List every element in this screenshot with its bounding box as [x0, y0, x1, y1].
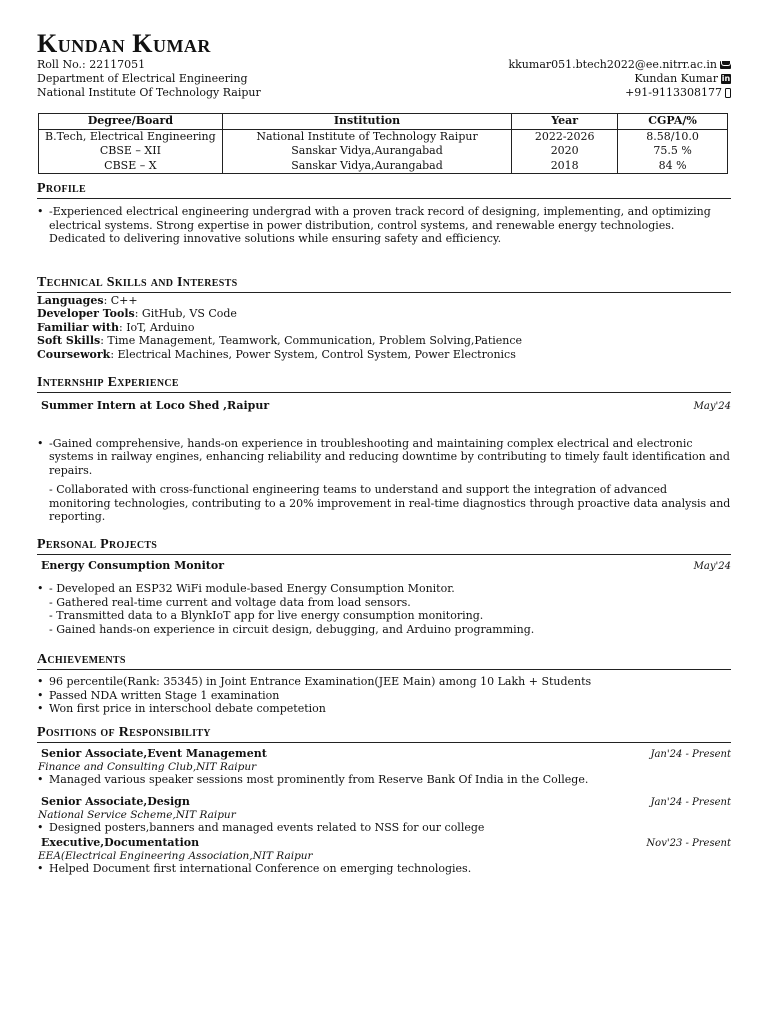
phone-icon [725, 88, 731, 98]
project-name: Energy Consumption Monitor [41, 558, 225, 572]
table-row [39, 159, 728, 174]
candidate-name: Kundan Kumar [37, 29, 211, 58]
table-cell: National Institute of Technology Raipur [222, 129, 512, 144]
skill-label: Soft Skills [37, 334, 101, 347]
internship-section [37, 375, 731, 524]
table-row [39, 129, 728, 144]
phone-number[interactable]: +91-9113308177 [625, 86, 722, 99]
header-info [37, 58, 731, 100]
linkedin-link[interactable]: Kundan Kumar [634, 72, 718, 85]
skill-value: : Electrical Machines, Power System, Control System, Power Electronics [110, 347, 516, 361]
email-link[interactable]: kkumar051.btech2022@ee.nitrr.ac.in [508, 58, 717, 71]
position-org: Finance and Consulting Club,NIT Raipur [38, 761, 257, 773]
skill-label: Coursework [37, 347, 111, 361]
table-cell: 75.5 % [618, 144, 728, 159]
header-left [37, 58, 261, 100]
section-title: Positions of Responsibility [37, 725, 731, 743]
position-header [37, 747, 731, 762]
table-cell: 8.58/10.0 [618, 129, 728, 144]
position-org: EEA(Electrical Engineering Association,NIT Raipur [38, 850, 313, 862]
project-list [37, 582, 731, 596]
skill-line [37, 334, 731, 348]
position-date: Nov'23 - Present [646, 837, 731, 849]
list-item: • -Experienced electrical engineering undergrad with a proven track record of designing, implementing, and optimizing electrical systems. Strong expertise in power distribution, control systems, and renewable energy technologies. Dedicated to delivering innovative solutions while ensuring safety and efficiency. [37, 205, 731, 246]
skill-label: Languages [37, 293, 104, 307]
skills-section [37, 275, 731, 362]
project-line: - Transmitted data to a BlynkIoT app for live energy consumption monitoring. [49, 609, 484, 622]
table-cell: 2022-2026 [512, 129, 618, 144]
linkedin-contact[interactable] [508, 72, 731, 86]
internship-role: Summer Intern at Loco Shed ,Raipur [41, 399, 270, 412]
table-cell: 2020 [512, 144, 618, 159]
table-cell: 2018 [512, 159, 618, 174]
section-title: Profile [37, 181, 731, 199]
institute: National Institute Of Technology Raipur [37, 86, 261, 99]
list-item: • -Gained comprehensive, hands-on experience in troubleshooting and maintaining complex electrical and electronic systems in railway engines, enhancing reliability and reducing downtime by contributing to timely fault identification and repairs. [37, 437, 731, 478]
department: Department of Electrical Engineering [37, 72, 248, 85]
internship-date: May'24 [693, 401, 731, 412]
table-cell: B.Tech, Electrical Engineering [39, 129, 223, 144]
achievements-section [37, 652, 731, 716]
contact-info [508, 58, 731, 100]
skill-value: : GitHub, VS Code [134, 307, 237, 320]
position-list [37, 821, 731, 835]
internship-subpoint: - Collaborated with cross-functional engineering teams to understand and support the integration of advanced monitoring technologies, contributing to a 20% improvement in real-time diagnostics through proactive data analysis and reporting. [49, 483, 731, 523]
position-org: National Service Scheme,NIT Raipur [38, 809, 236, 821]
col-header: Year [512, 114, 618, 130]
position-list [37, 862, 731, 876]
skill-value: : IoT, Arduino [119, 320, 195, 334]
position-entry [37, 795, 731, 835]
skill-line [37, 321, 731, 335]
list-item: • Passed NDA written Stage 1 examination [37, 689, 731, 703]
position-header [37, 836, 731, 851]
education-header-row [39, 114, 728, 130]
roll-number: Roll No.: 22117051 [37, 58, 146, 71]
profile-list [37, 205, 731, 246]
envelope-icon [720, 61, 731, 69]
col-header: Institution [222, 114, 512, 130]
internship-header [37, 399, 731, 414]
list-item: • Managed various speaker sessions most prominently from Reserve Bank Of India in the College. [37, 773, 731, 787]
col-header: Degree/Board [39, 114, 223, 130]
achievements-list [37, 675, 731, 716]
project-header [37, 559, 731, 574]
section-title: Internship Experience [37, 375, 731, 393]
table-cell: Sanskar Vidya,Aurangabad [222, 144, 512, 159]
position-entry [37, 747, 731, 787]
table-row [39, 144, 728, 159]
position-role: Senior Associate,Design [41, 794, 190, 808]
skills-list [37, 294, 731, 362]
project-line: - Gathered real-time current and voltage data from load sensors. [49, 595, 411, 609]
list-item: • Won first price in interschool debate competetion [37, 702, 731, 716]
skill-label: Familiar with [37, 320, 119, 334]
projects-section [37, 537, 731, 637]
list-item: • 96 percentile(Rank: 35345) in Joint Entrance Examination(JEE Main) among 10 Lakh + Students [37, 675, 731, 689]
list-item: • Helped Document first international Conference on emerging technologies. [37, 862, 731, 876]
position-date: Jan'24 - Present [650, 796, 731, 808]
list-item: • Designed posters,banners and managed events related to NSS for our college [37, 821, 731, 835]
skill-value: : C++ [103, 293, 138, 307]
section-title: Technical Skills and Interests [37, 275, 731, 293]
linkedin-icon: in [721, 74, 731, 83]
positions-section [37, 725, 731, 876]
position-role: Executive,Documentation [41, 835, 200, 849]
education-table [38, 113, 728, 174]
list-item: • - Developed an ESP32 WiFi module-based Energy Consumption Monitor. [37, 582, 731, 596]
col-header: CGPA/% [618, 114, 728, 130]
section-title: Personal Projects [37, 537, 731, 555]
position-list [37, 773, 731, 787]
position-header [37, 795, 731, 810]
table-cell: 84 % [618, 159, 728, 174]
skill-line [37, 294, 731, 308]
email-contact[interactable] [508, 58, 731, 72]
skill-line [37, 307, 731, 321]
section-title: Achievements [37, 652, 731, 670]
table-cell: Sanskar Vidya,Aurangabad [222, 159, 512, 174]
skill-label: Developer Tools [37, 307, 135, 320]
project-date: May'24 [693, 560, 731, 572]
skill-line [37, 348, 731, 362]
resume-page [37, 30, 731, 876]
phone-contact[interactable] [508, 86, 731, 100]
profile-section [37, 181, 731, 246]
position-date: Jan'24 - Present [650, 748, 731, 760]
table-cell: CBSE – X [39, 159, 223, 174]
position-entry [37, 836, 731, 876]
position-role: Senior Associate,Event Management [41, 746, 267, 760]
internship-list [37, 437, 731, 478]
table-cell: CBSE – XII [39, 144, 223, 159]
project-line: - Gained hands-on experience in circuit design, debugging, and Arduino programming. [49, 622, 535, 636]
skill-value: : Time Management, Teamwork, Communication, Problem Solving,Patience [100, 334, 523, 347]
